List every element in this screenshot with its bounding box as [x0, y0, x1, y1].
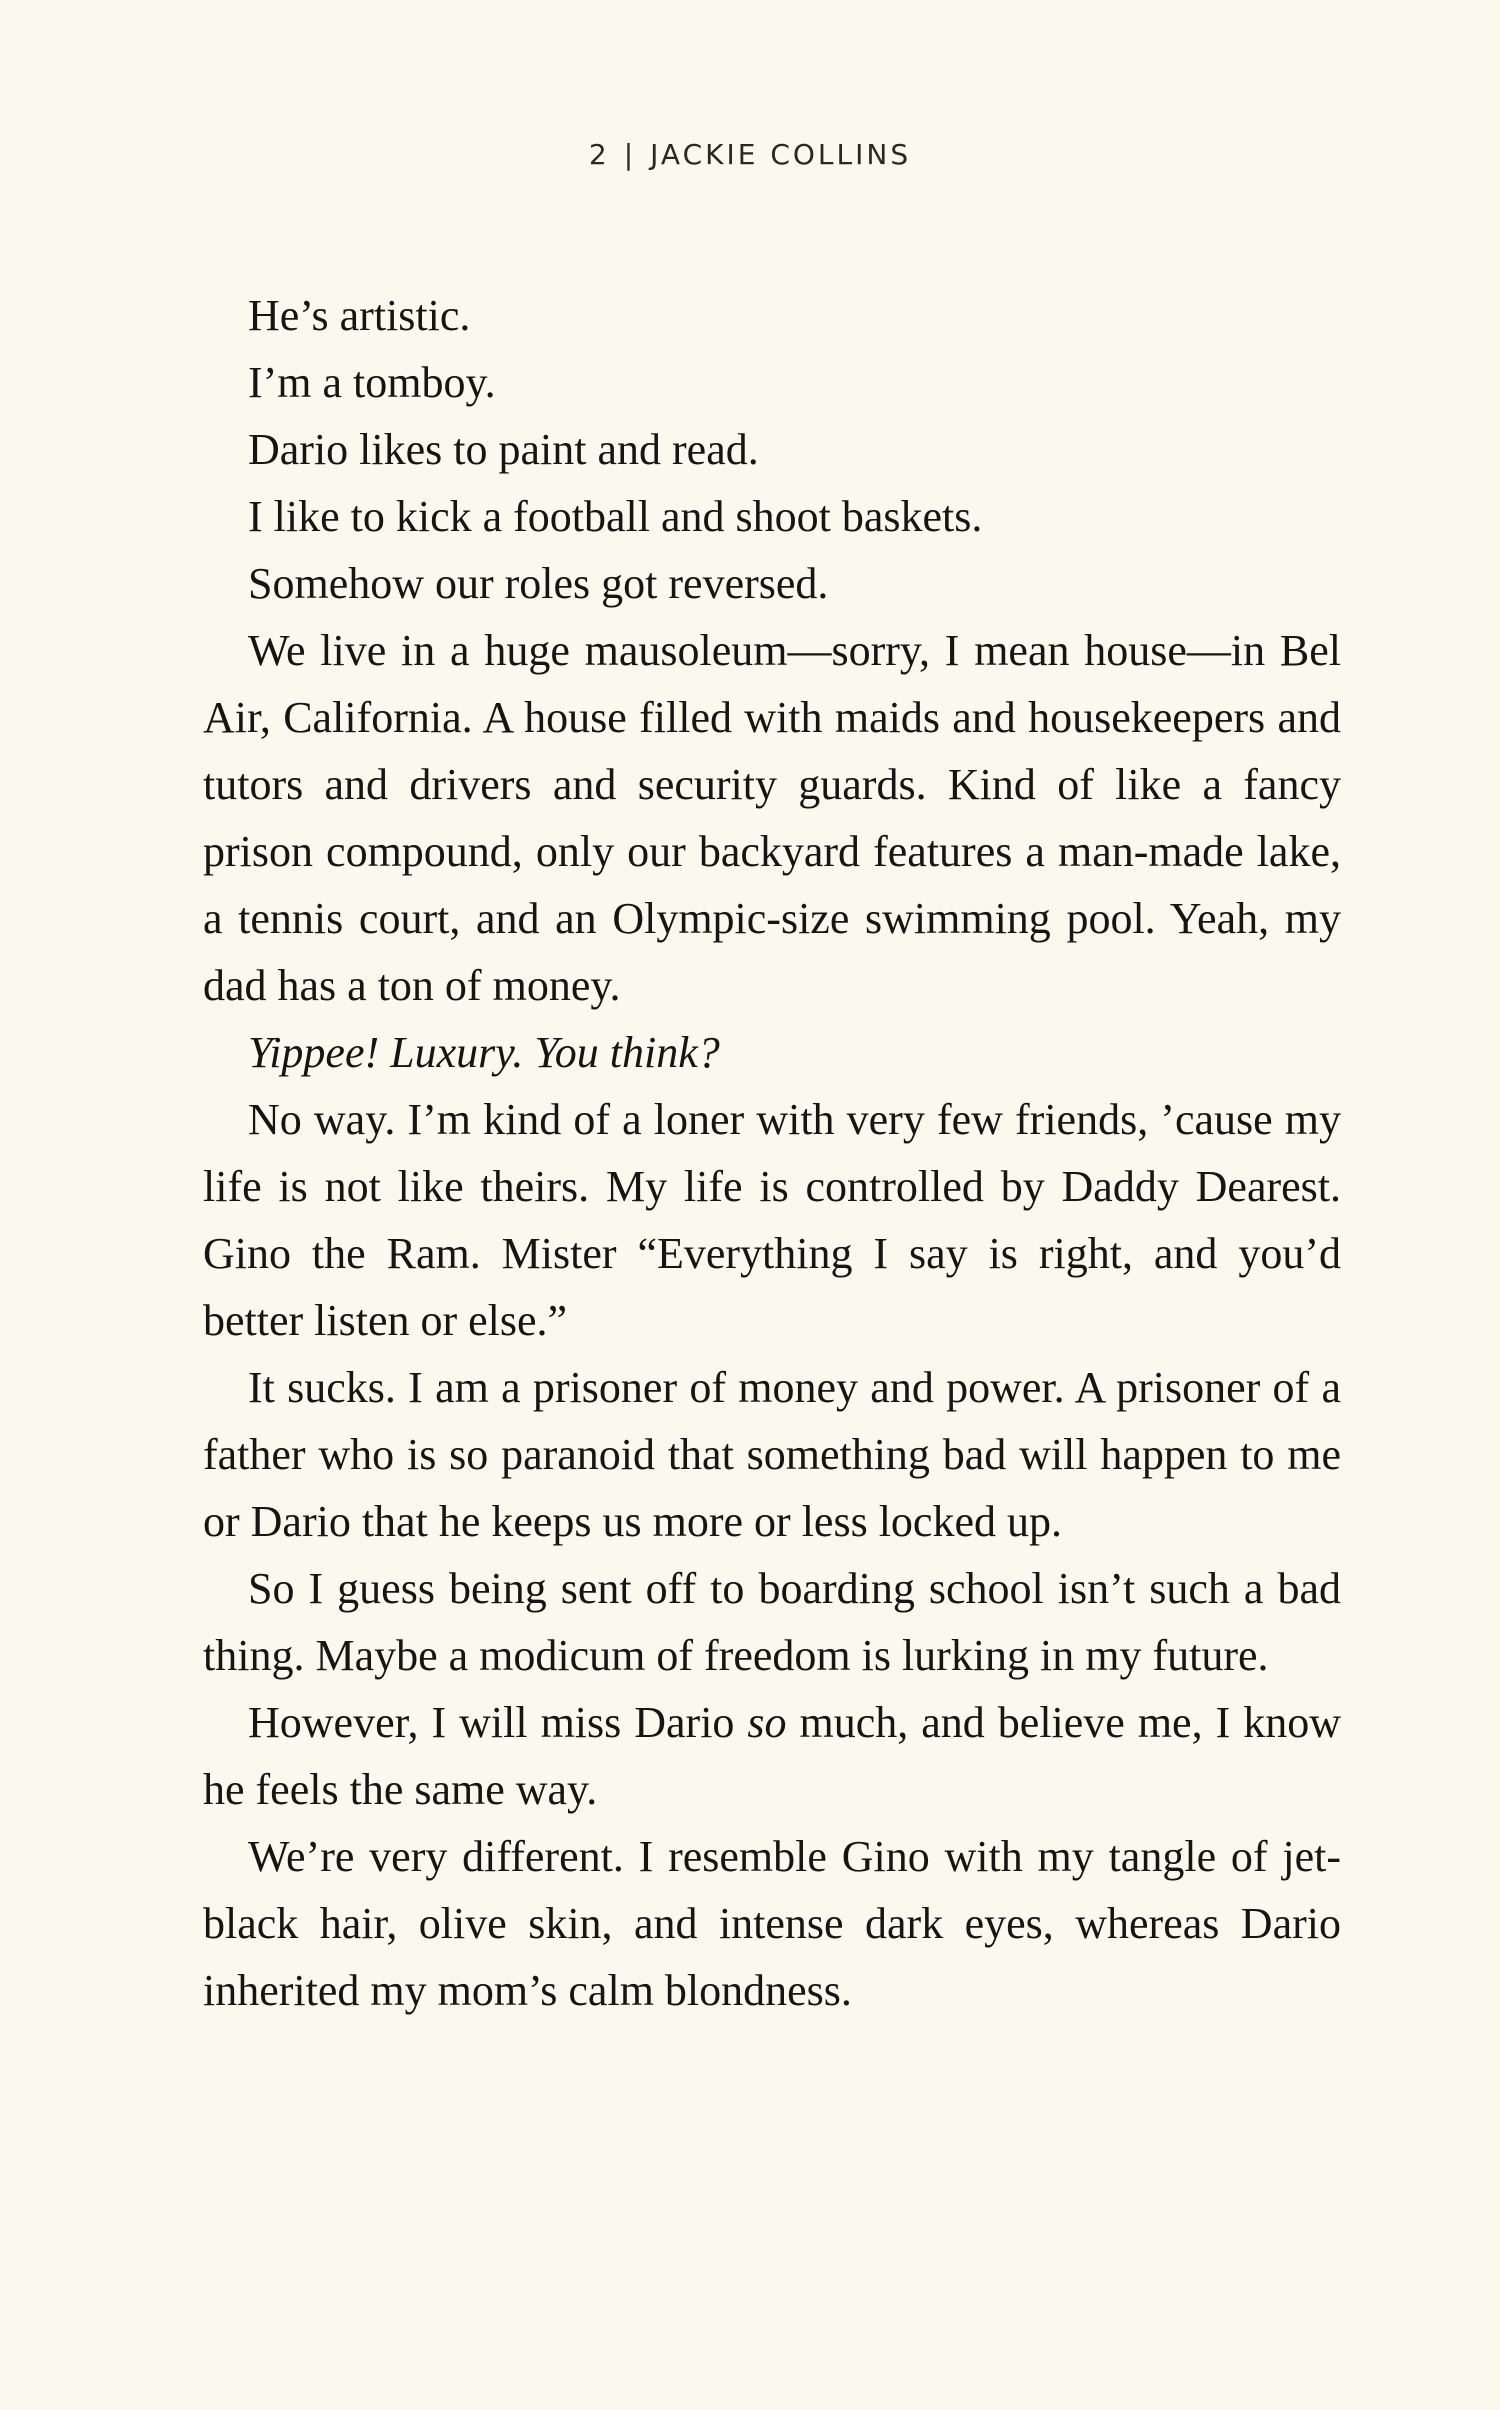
paragraph-italic [203, 1019, 1341, 1086]
paragraph: Somehow our roles got reversed. [248, 559, 829, 608]
paragraph: We live in a huge mausoleum—sorry, I mean house—in Bel Air, California. A house filled with maids and housekeepers and tutors and drivers and security guards. Kind of like a fancy prison compound, only our backyard features a man-made lake, a tennis court, and an Olympic-size swimming pool. Yeah, my dad has a ton of money. [203, 626, 1341, 1010]
paragraph: I like to kick a football and shoot baskets. [248, 492, 983, 541]
paragraph: So I guess being sent off to boarding school isn’t such a bad thing. Maybe a modicum of freedom is lurking in my future. [203, 1564, 1341, 1680]
paragraph: It sucks. I am a prisoner of money and power. A prisoner of a father who is so paranoid that something bad will happen to me or Dario that he keeps us more or less locked up. [203, 1363, 1341, 1546]
text-run: much, and believe me, I know he feels the same way. [203, 1698, 1341, 1814]
running-head-separator: | [623, 138, 637, 171]
text-run: However, I will miss Dario [248, 1698, 748, 1747]
paragraph: Dario likes to paint and read. [248, 425, 759, 474]
paragraph: I’m a tomboy. [248, 358, 496, 407]
page-number: 2 [588, 138, 610, 171]
paragraph [203, 1689, 1341, 1823]
paragraph: He’s artistic. [248, 291, 471, 340]
paragraph: We’re very different. I resemble Gino with my tangle of jet-black hair, olive skin, and intense dark eyes, whereas Dario inherited my mom’s calm blondness. [203, 1832, 1341, 2015]
paragraph: No way. I’m kind of a loner with very few friends, ’cause my life is not like theirs. My life is controlled by Daddy Dearest. Gino the Ram. Mister “Everything I say is right, and you’d better listen or else.” [203, 1095, 1341, 1345]
author-name: JACKIE COLLINS [650, 138, 912, 171]
italic-text: Yippee! Luxury. You think? [248, 1028, 720, 1077]
body-text [203, 282, 1341, 2024]
italic-text: so [747, 1698, 787, 1747]
running-head [0, 138, 1500, 171]
